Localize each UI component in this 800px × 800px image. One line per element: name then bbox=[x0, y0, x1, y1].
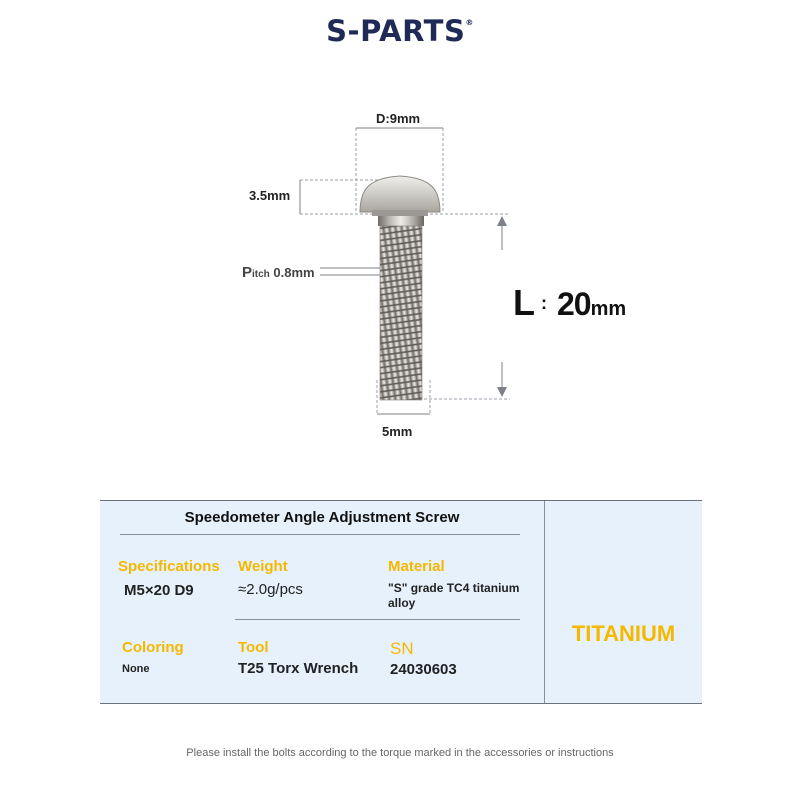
install-note: Please install the bolts according to the torque marked in the accessories or instructions bbox=[186, 747, 614, 759]
diameter-label: D:9mm bbox=[376, 111, 421, 126]
panel-divider bbox=[544, 501, 545, 703]
material-value: "S" grade TC4 titanium alloy bbox=[388, 581, 520, 610]
material-label: Material bbox=[388, 558, 445, 575]
titanium-badge: TITANIUM bbox=[571, 621, 676, 646]
spec-panel bbox=[100, 500, 702, 704]
weight-cell bbox=[238, 558, 378, 598]
length-separator: : bbox=[541, 293, 547, 313]
registered-mark: ® bbox=[465, 18, 474, 27]
coloring-cell bbox=[122, 639, 222, 675]
product-title: Speedometer Angle Adjustment Screw bbox=[184, 509, 460, 526]
length-label bbox=[513, 282, 626, 324]
length-unit: mm bbox=[590, 298, 627, 320]
divider bbox=[235, 619, 520, 620]
pitch-value: 0.8mm bbox=[273, 265, 315, 280]
material-cell bbox=[388, 558, 538, 611]
tool-value: T25 Torx Wrench bbox=[238, 660, 359, 677]
divider bbox=[120, 534, 520, 535]
coloring-label: Coloring bbox=[122, 639, 184, 656]
coloring-value: None bbox=[122, 663, 150, 675]
brand-name: S-PARTS bbox=[326, 14, 466, 48]
specifications-cell bbox=[118, 558, 228, 599]
pitch-label bbox=[242, 264, 315, 281]
tool-cell bbox=[238, 639, 378, 677]
tool-label: Tool bbox=[238, 639, 269, 656]
length-value: 20 bbox=[557, 286, 591, 322]
pitch-suffix: itch bbox=[252, 269, 270, 280]
sn-value: 24030603 bbox=[390, 661, 457, 678]
sn-label: SN bbox=[390, 639, 414, 658]
specifications-label: Specifications bbox=[118, 558, 220, 575]
specifications-value: M5×20 D9 bbox=[124, 582, 194, 599]
weight-value: ≈2.0g/pcs bbox=[238, 581, 303, 598]
thread-diameter-label: 5mm bbox=[382, 424, 413, 439]
pitch-prefix: P bbox=[242, 264, 253, 281]
weight-label: Weight bbox=[238, 558, 288, 575]
sn-cell bbox=[390, 639, 530, 678]
head-height-label: 3.5mm bbox=[249, 188, 291, 203]
length-letter: L bbox=[513, 282, 535, 323]
